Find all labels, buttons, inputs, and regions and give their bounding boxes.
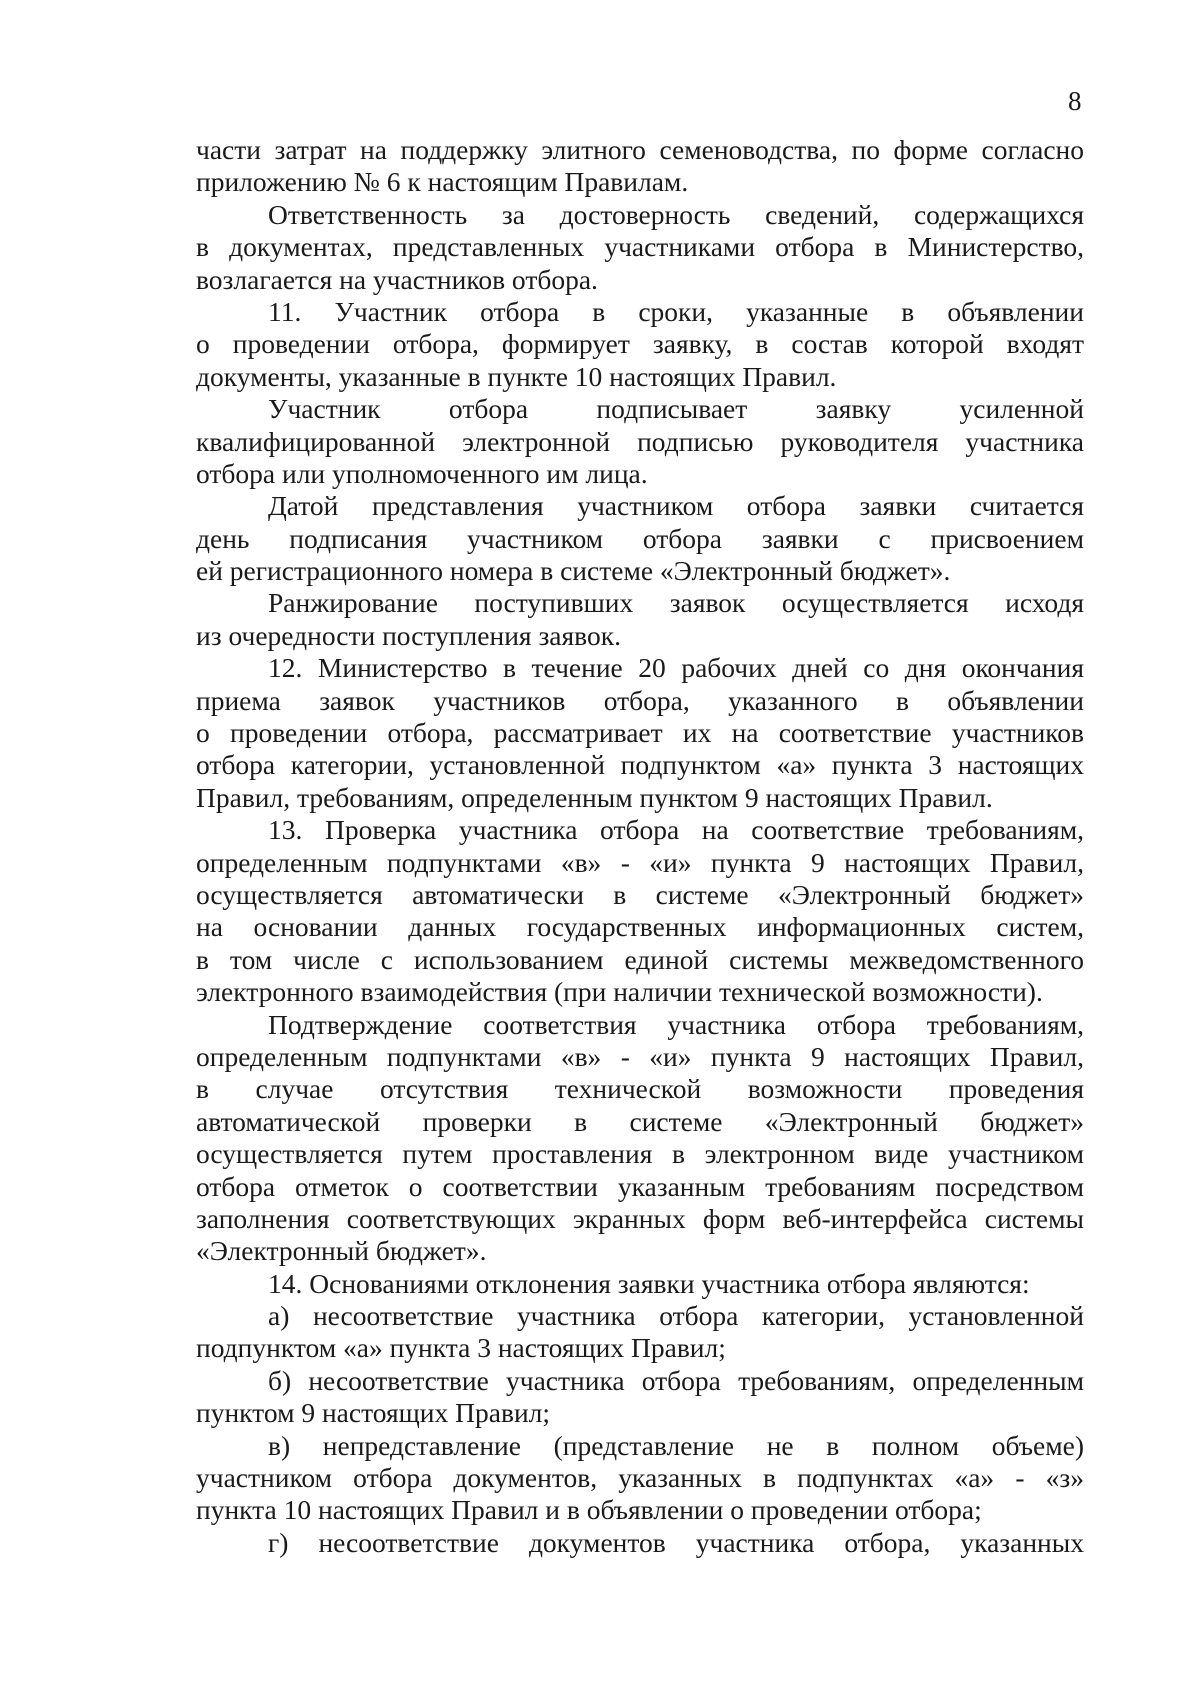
- text-line: «Электронный бюджет».: [196, 1235, 487, 1267]
- text-line: из очередности поступления заявок.: [196, 619, 621, 651]
- text-line: ей регистрационного номера в системе «Электронный бюджет».: [196, 555, 951, 587]
- text-line: автоматической проверки в системе «Электронный бюджет»: [196, 1105, 1084, 1137]
- text-line: в том числе с использованием единой системы межведомственного: [196, 943, 1084, 975]
- text-line: 11. Участник отбора в сроки, указанные в объявлении: [268, 295, 1084, 327]
- text-line: определенным подпунктами «в» - «и» пункта 9 настоящих Правил,: [196, 846, 1084, 878]
- text-line: осуществляется путем проставления в электронном виде участником: [196, 1138, 1084, 1170]
- text-line: участником отбора документов, указанных в подпунктах «а» - «з»: [196, 1462, 1084, 1494]
- text-line: приема заявок участников отбора, указанного в объявлении: [196, 684, 1084, 716]
- text-line: возлагается на участников отбора.: [196, 263, 598, 295]
- text-line: 13. Проверка участника отбора на соответствие требованиям,: [268, 814, 1084, 846]
- text-line: подпунктом «а» пункта 3 настоящих Правил;: [196, 1332, 726, 1364]
- text-line: отбора отметок о соответствии указанным требованиям посредством: [196, 1170, 1084, 1202]
- text-line: о проведении отбора, формирует заявку, в состав которой входят: [196, 328, 1084, 360]
- text-line: квалифицированной электронной подписью руководителя участника: [196, 425, 1084, 457]
- text-line: Правил, требованиям, определенным пунктом 9 настоящих Правил.: [196, 781, 993, 813]
- text-line: Ответственность за достоверность сведений, содержащихся: [268, 198, 1084, 230]
- text-line: электронного взаимодействия (при наличии технической возможности).: [196, 976, 1043, 1008]
- text-line: Датой представления участником отбора заявки считается: [268, 490, 1084, 522]
- text-line: г) несоответствие документов участника отбора, указанных: [268, 1526, 1084, 1558]
- text-line: о проведении отбора, рассматривает их на соответствие участников: [196, 717, 1084, 749]
- text-line: Участник отбора подписывает заявку усиленной: [268, 393, 1084, 425]
- text-line: отбора категории, установленной подпунктом «а» пункта 3 настоящих: [196, 749, 1084, 781]
- text-line: осуществляется автоматически в системе «Электронный бюджет»: [196, 878, 1084, 910]
- text-line: в документах, представленных участниками отбора в Министерство,: [196, 231, 1084, 263]
- text-line: в) непредставление (представление не в полном объеме): [268, 1429, 1084, 1461]
- text-line: пунктом 9 настоящих Правил;: [196, 1397, 551, 1429]
- text-line: пункта 10 настоящих Правил и в объявлении о проведении отбора;: [196, 1494, 982, 1526]
- text-line: на основании данных государственных информационных систем,: [196, 911, 1084, 943]
- text-line: б) несоответствие участника отбора требованиям, определенным: [268, 1364, 1084, 1396]
- text-line: Ранжирование поступивших заявок осуществляется исходя: [268, 587, 1084, 619]
- text-line: а) несоответствие участника отбора категории, установленной: [268, 1300, 1084, 1332]
- text-line: приложению № 6 к настоящим Правилам.: [196, 166, 689, 198]
- text-line: определенным подпунктами «в» - «и» пункта 9 настоящих Правил,: [196, 1040, 1084, 1072]
- text-line: 12. Министерство в течение 20 рабочих дней со дня окончания: [268, 652, 1084, 684]
- text-line: в случае отсутствия технической возможности проведения: [196, 1073, 1084, 1105]
- document-body: [196, 134, 1084, 1559]
- text-line: заполнения соответствующих экранных форм веб-интерфейса системы: [196, 1202, 1084, 1234]
- text-line: документы, указанные в пункте 10 настоящих Правил.: [196, 360, 837, 392]
- text-line: отбора или уполномоченного им лица.: [196, 457, 648, 489]
- page-number: 8: [1068, 86, 1082, 116]
- text-line: части затрат на поддержку элитного семеноводства, по форме согласно: [196, 134, 1084, 165]
- text-line: Подтверждение соответствия участника отбора требованиям,: [268, 1008, 1084, 1040]
- text-line: 14. Основаниями отклонения заявки участника отбора являются:: [268, 1267, 1030, 1299]
- text-line: день подписания участником отбора заявки с присвоением: [196, 522, 1084, 554]
